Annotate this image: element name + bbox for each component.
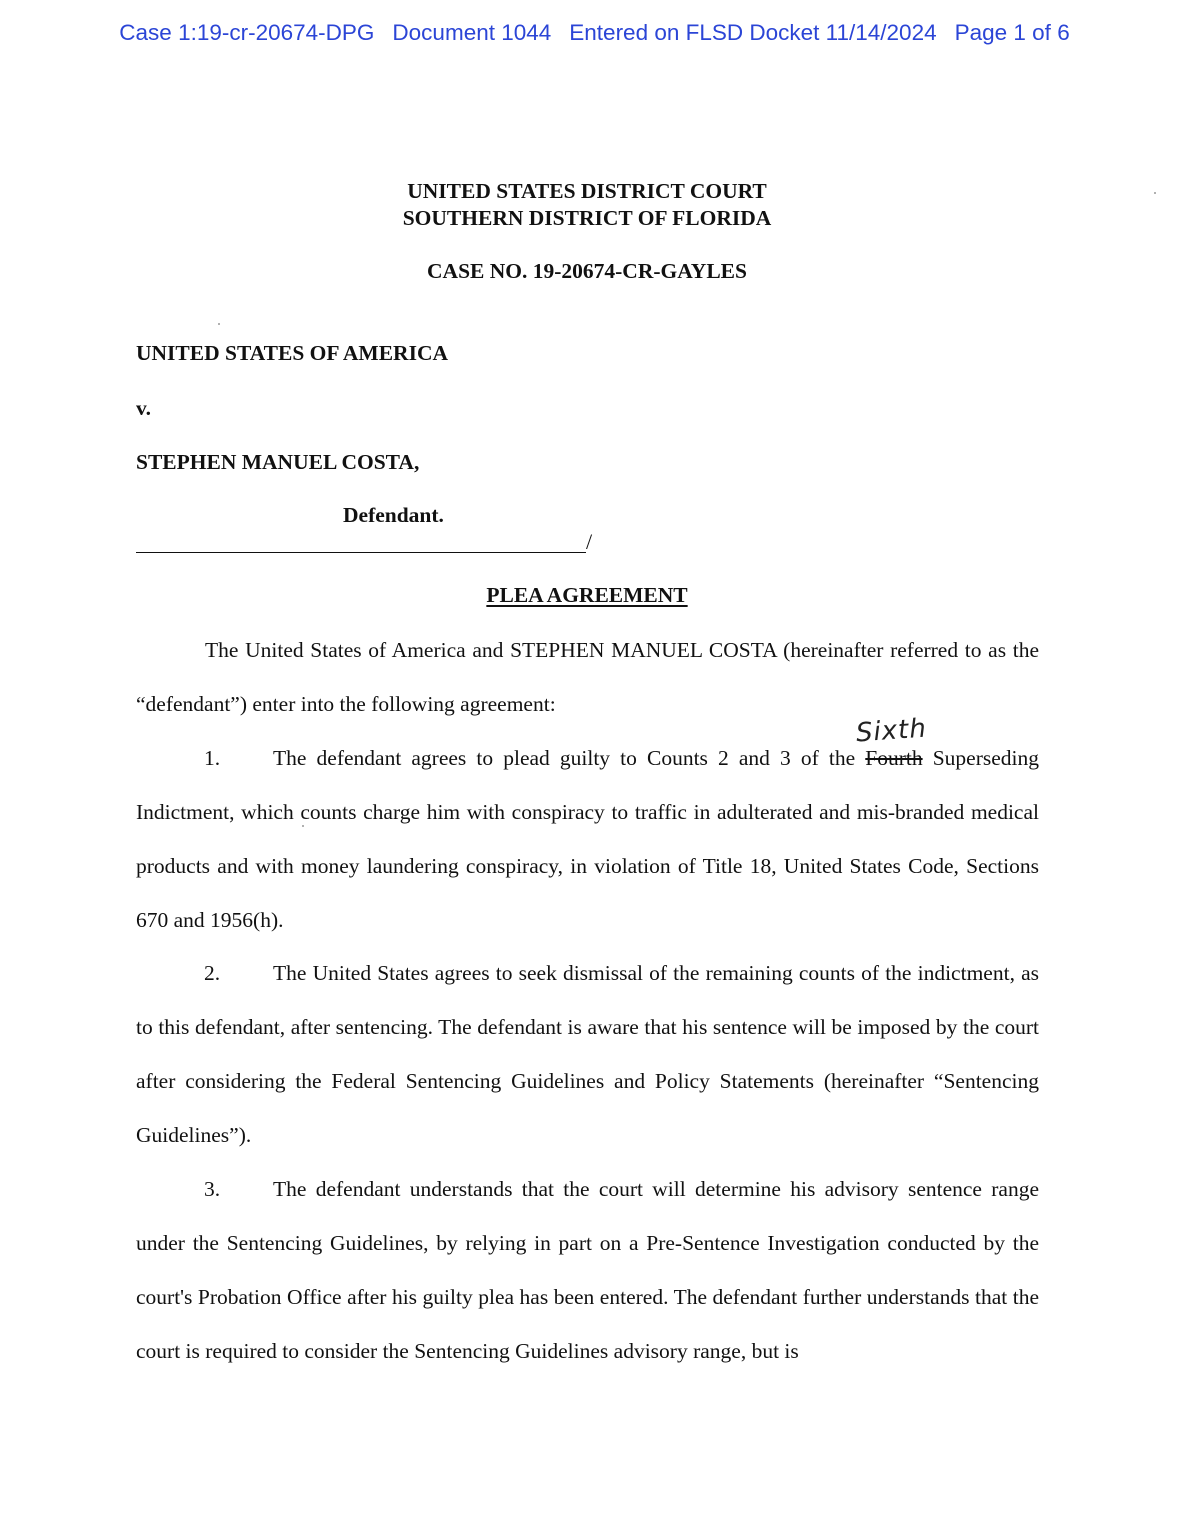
scan-speck <box>302 825 304 827</box>
caption-defendant-label: Defendant. <box>343 503 444 527</box>
paragraph-1 <box>136 731 1039 947</box>
paragraph-1-number: 1. <box>204 746 221 770</box>
paragraph-1-text-before: The defendant agrees to plead guilty to Counts 2 and 3 of the <box>273 746 856 770</box>
paragraph-3-text: The defendant understands that the court will determine his advisory sentence range under the Sentencing Guidelines, by relying in part on a Pre-Sentence Investigation conducted by the court's Probation Office after his guilty plea has been entered. The defendant further understands that the court is required to consider the Sentencing Guidelines advisory range, but is <box>136 1177 1039 1363</box>
handwritten-insert: Sixth <box>855 713 928 749</box>
caption-rule <box>136 552 586 553</box>
stamp-document-number: Document 1044 <box>392 20 552 45</box>
paragraph-2-text: The United States agrees to seek dismissal of the remaining counts of the indictment, as to this defendant, after sentencing. The defendant is aware that his sentence will be imposed by the court after considering the Federal Sentencing Guidelines and Policy Statements (hereinafter “Sentencing Guidelines”). <box>136 961 1039 1147</box>
scan-speck <box>1154 192 1156 194</box>
docket-header-stamp <box>0 20 1189 46</box>
court-name: UNITED STATES DISTRICT COURT <box>407 179 767 203</box>
caption-slash: / <box>586 529 593 554</box>
case-number: CASE NO. 19-20674-CR-GAYLES <box>427 259 747 283</box>
stamp-case-number: Case 1:19-cr-20674-DPG <box>119 20 375 45</box>
scan-speck <box>218 323 220 325</box>
caption-plaintiff: UNITED STATES OF AMERICA <box>136 341 449 365</box>
paragraph-1-text-after: Superseding Indictment, which counts charge him with conspiracy to traffic in adulterated and mis-branded medical products and with money laundering conspiracy, in violation of Title 18, United States Code, Sections 670 and 1956(h). <box>136 746 1040 932</box>
paragraph-2-number: 2. <box>204 961 221 985</box>
paragraph-3 <box>136 1162 1039 1378</box>
caption-defendant-name: STEPHEN MANUEL COSTA, <box>136 450 420 474</box>
struck-word: Fourth <box>865 746 923 770</box>
court-heading <box>0 178 1174 232</box>
paragraph-3-number: 3. <box>204 1177 221 1201</box>
caption-versus: v. <box>136 396 151 420</box>
stamp-page-number: Page 1 of 6 <box>954 20 1070 45</box>
paragraph-2 <box>136 946 1039 1162</box>
intro-text: The United States of America and STEPHEN MANUEL COSTA (hereinafter referred to as the “defendant”) enter into the following agreement: <box>136 638 1039 716</box>
document-title: PLEA AGREEMENT <box>486 583 688 607</box>
court-district: SOUTHERN DISTRICT OF FLORIDA <box>402 206 772 230</box>
stamp-entered-date: Entered on FLSD Docket 11/14/2024 <box>569 20 937 45</box>
